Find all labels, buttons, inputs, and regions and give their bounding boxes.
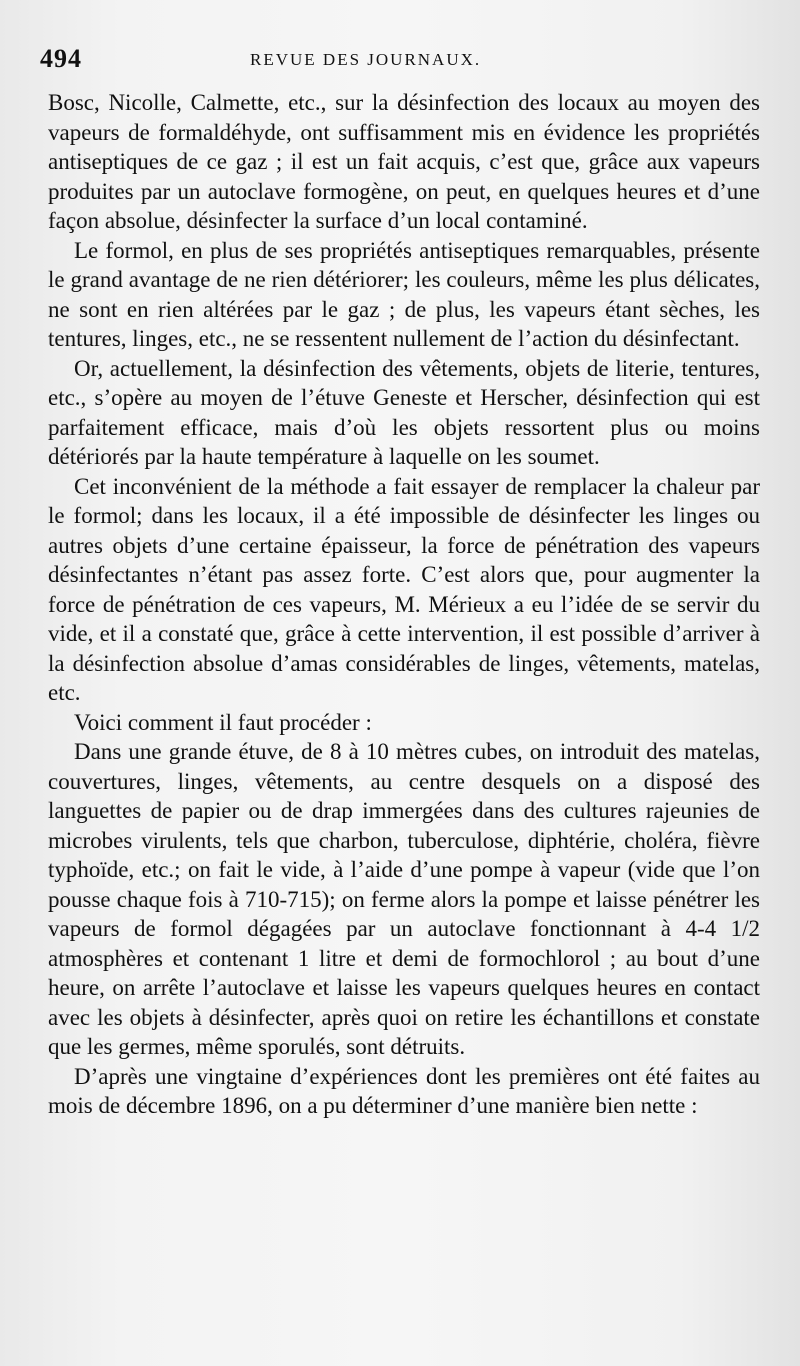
body-text xyxy=(48,88,760,1121)
paragraph-4: Cet inconvénient de la méthode a fait essayer de remplacer la chaleur par le formol; dans les locaux, il a été impossible de désinfecter les linges ou autres objets d’une certaine épaisseur, la force de pénétration des vapeurs désinfectantes n’étant pas assez forte. C’est alors que, pour augmenter la force de pénétration de ces vapeurs, M. Mérieux a eu l’idée de se servir du vide, et il a constaté que, grâce à cette intervention, il est possible d’arriver à la désinfection absolue d’amas considérables de linges, vêtements, matelas, etc. xyxy=(48,473,760,705)
paragraph-6: Dans une grande étuve, de 8 à 10 mètres cubes, on introduit des matelas, couvertures, linges, vêtements, au centre desquels on a disposé des languettes de papier ou de drap immergées dans des cultures rajeunies de microbes virulents, tels que charbon, tuberculose, diphtérie, choléra, fièvre typhoïde, etc.; on fait le vide, à l’aide d’une pompe à vapeur (vide que l’on pousse chaque fois à 710-715); on ferme alors la pompe et laisse pénétrer les vapeurs de formol dégagées par un autoclave fonctionnant à 4-4 1/2 atmosphères et contenant 1 litre et demi de formochlorol ; au bout d’une heure, on arrête l’autoclave et laisse les vapeurs quelques heures en contact avec les objets à désinfecter, après quoi on retire les échantillons et constate que les germes, même sporulés, sont détruits. xyxy=(48,739,760,1059)
running-header xyxy=(40,44,760,78)
paragraph-3: Or, actuellement, la désinfection des vêtements, objets de literie, tentures, etc., s’opère au moyen de l’étuve Geneste et Herscher, désinfection qui est parfaitement efficace, mais d’où les objets ressortent plus ou moins détériorés par la haute température à laquelle on les soumet. xyxy=(48,355,760,469)
page-number: 494 xyxy=(40,44,82,73)
paragraph-5: Voici comment il faut procéder : xyxy=(74,709,372,735)
paragraph-2: Le formol, en plus de ses propriétés antiseptiques remarquables, présente le grand avantage de ne rien détériorer; les couleurs, même les plus délicates, ne sont en rien altérées par le gaz ; de plus, les vapeurs étant sèches, les tentures, linges, etc., ne se ressentent nullement de l’action du désinfectant. xyxy=(48,237,760,351)
paragraph-7: D’après une vingtaine d’expériences dont les premières ont été faites au mois de décembre 1896, on a pu déterminer d’une manière bien nette : xyxy=(48,1063,760,1118)
journal-title: REVUE DES JOURNAUX. xyxy=(250,50,482,69)
paragraph-1: Bosc, Nicolle, Calmette, etc., sur la désinfection des locaux au moyen des vapeurs de formaldéhyde, ont suffisamment mis en évidence les propriétés antiseptiques de ce gaz ; il est un fait acquis, c’est que, grâce aux vapeurs produites par un autoclave formogène, on peut, en quelques heures et d’une façon absolue, désinfecter la surface d’un local contaminé. xyxy=(48,90,760,233)
